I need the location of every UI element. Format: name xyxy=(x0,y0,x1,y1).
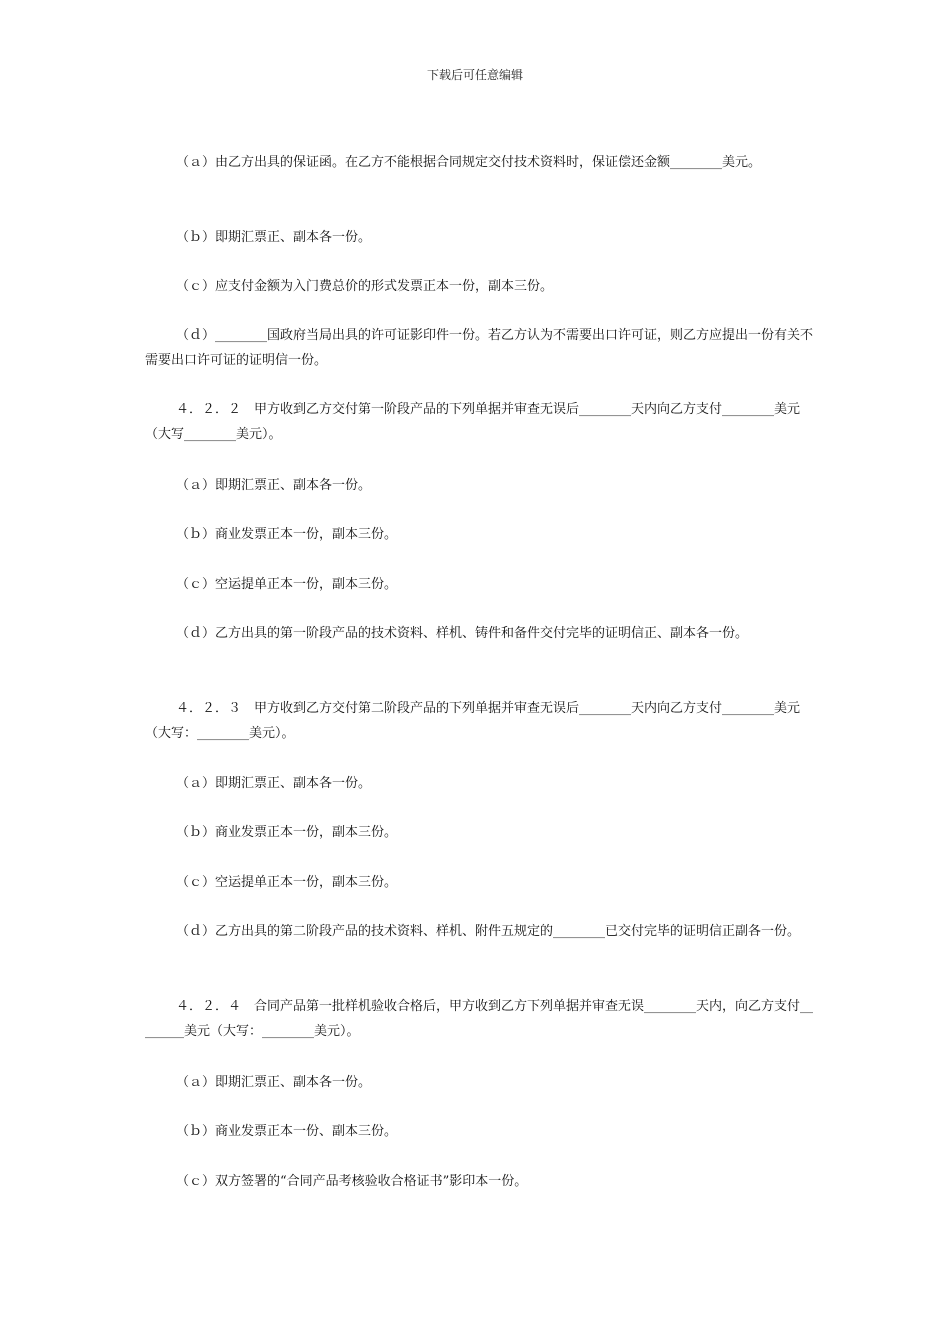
clause-4-2-2: ４．２．２ 甲方收到乙方交付第一阶段产品的下列单据并审查无误后________天内向乙方支付________美元（大写________美元）。 xyxy=(145,402,801,442)
clause-4-2-2-item-c: （ｃ）空运提单正本一份，副本三份。 xyxy=(176,577,398,592)
clause-4-2-1-item-d: （ｄ）________国政府当局出具的许可证影印件一份。若乙方认为不需要出口许可证，则乙方应提出一份有关不需要出口许可证的证明信一份。 xyxy=(145,328,814,368)
clause-4-2-2-item-b: （ｂ）商业发票正本一份，副本三份。 xyxy=(176,527,398,542)
page-header-note: 下载后可任意编辑 xyxy=(426,68,523,82)
clause-4-2-3-item-b: （ｂ）商业发票正本一份，副本三份。 xyxy=(176,825,398,840)
clause-4-2-4-item-c: （ｃ）双方签署的“合同产品考核验收合格证书”影印本一份。 xyxy=(176,1174,528,1189)
clause-4-2-2-item-d: （ｄ）乙方出具的第一阶段产品的技术资料、样机、铸件和备件交付完毕的证明信正、副本各一份。 xyxy=(176,626,749,641)
clause-4-2-1-item-b: （ｂ）即期汇票正、副本各一份。 xyxy=(176,230,372,245)
clause-4-2-3: ４．２．３ 甲方收到乙方交付第二阶段产品的下列单据并审查无误后________天内向乙方支付________美元（大写：________美元）。 xyxy=(145,701,801,741)
clause-4-2-4-item-a: （ａ）即期汇票正、副本各一份。 xyxy=(176,1075,372,1090)
clause-4-2-2-item-a: （ａ）即期汇票正、副本各一份。 xyxy=(176,478,372,493)
clause-4-2-3-item-d: （ｄ）乙方出具的第二阶段产品的技术资料、样机、附件五规定的________已交付完毕的证明信正副各一份。 xyxy=(176,924,801,939)
clause-4-2-4-item-b: （ｂ）商业发票正本一份、副本三份。 xyxy=(176,1124,398,1139)
clause-4-2-3-item-c: （ｃ）空运提单正本一份，副本三份。 xyxy=(176,875,398,890)
clause-4-2-1-item-a: （ａ）由乙方出具的保证函。在乙方不能根据合同规定交付技术资料时，保证偿还金额________美元。 xyxy=(176,155,762,170)
clause-4-2-1-item-c: （ｃ）应支付金额为入门费总价的形式发票正本一份，副本三份。 xyxy=(176,279,554,294)
clause-4-2-3-item-a: （ａ）即期汇票正、副本各一份。 xyxy=(176,776,372,791)
clause-4-2-4: ４．２．４ 合同产品第一批样机验收合格后，甲方收到乙方下列单据并审查无误________天内，向乙方支付________美元（大写：________美元）。 xyxy=(145,999,814,1039)
